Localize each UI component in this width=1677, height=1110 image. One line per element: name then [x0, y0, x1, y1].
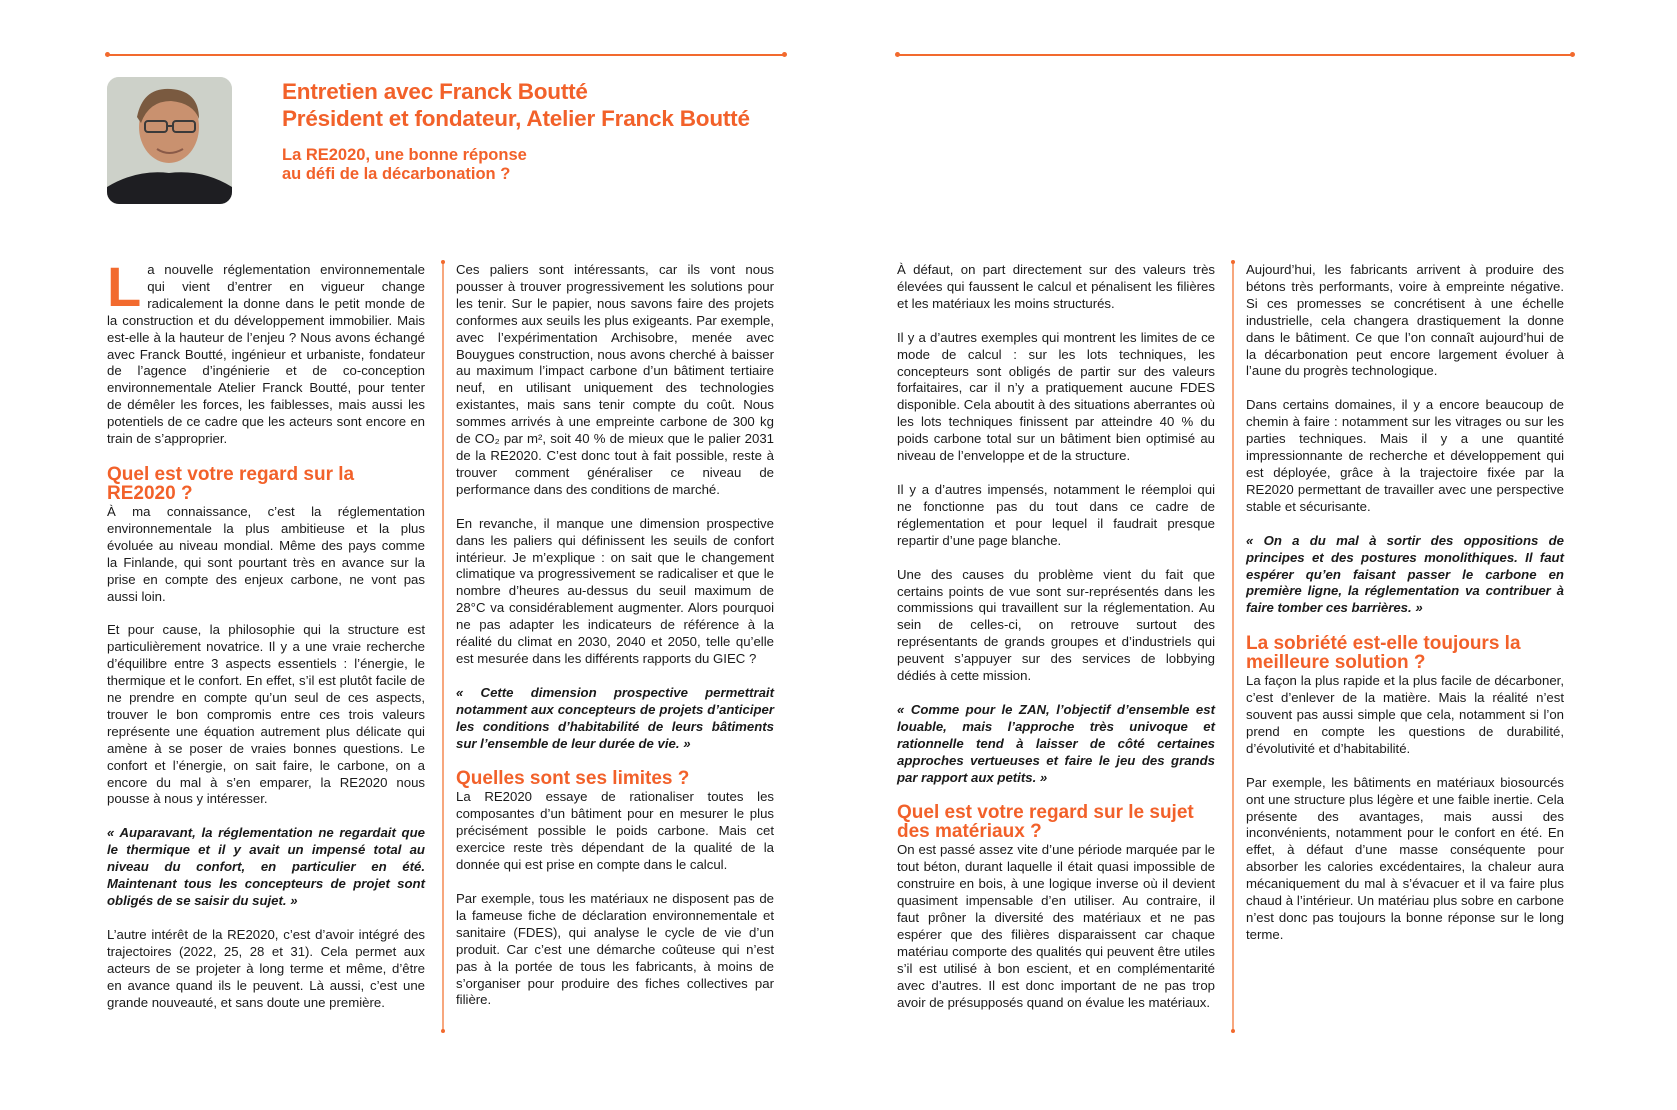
title-line-1: Entretien avec Franck Boutté — [282, 79, 588, 104]
question-heading-limites: Quelles sont ses limites ? — [456, 768, 690, 790]
question-heading-sobriete: La sobriété est-elle toujours la meilleure solution ? — [1246, 633, 1521, 674]
answer-paragraph: Aujourd’hui, les fabricants arrivent à produire des bétons très performants, voire à empreinte négative. Si ces promesses se concrétisent à une échelle industrielle, cela changera drastiquement la donne dans le bâtiment. Ce que l’on connaît aujourd’hui de la décarbonation peut encore largement évoluer à l’aune du progrès technologique. — [1246, 262, 1564, 379]
answer-paragraph: Ces paliers sont intéressants, car ils vont nous pousser à trouver progressivement les solutions pour les tenir. Sur le papier, nous savons faire des projets conformes aux seuils les plus exigeants. Par exemple, avec l’expérimentation Archisobre, menée avec Bouygues construction, nous avons cherché à baisser au maximum l’impact carbone d’un bâtiment tertiaire neuf, en utilisant uniquement des technologies existantes, mais sans tenir compte du coût. Nous sommes arrivés à une empreinte carbone de 300 kg de CO₂ par m², soit 40 % de mieux que le palier 2031 de la RE2020. C’est donc tout à fait possible, reste à trouver comment généraliser ce niveau de performance dans des conditions de marché. — [456, 262, 774, 497]
answer-paragraph: Il y a d’autres impensés, notamment le réemploi qui ne fonctionne pas du tout dans ce cadre de réglementation et pour lequel il faudrait presque repartir d’une page blanche. — [897, 481, 1215, 548]
answer-paragraph: Il y a d’autres exemples qui montrent les limites de ce mode de calcul : sur les lots techniques, les concepteurs sont obligés de partir sur des valeurs forfaitaires, car il n’y a pratiquement aucune FDES disponible. Cela aboutit à des situations aberrantes où les lots techniques finissent par atteindre 40 % du poids carbone total sur un bâtiment bien optimisé au niveau de l’enveloppe et de la structure. — [897, 329, 1215, 464]
top-rule-left — [107, 54, 785, 56]
interview-subtitle — [282, 146, 527, 184]
intro-paragraph: La nouvelle réglementation environnementale qui vient d’entrer en vigueur change radicalement la donne dans le petit monde de la construction et du développement immobilier. Mais est-elle à la hauteur de l’enjeu ? Nous avons échangé avec Franck Boutté, ingénieur et urbaniste, fondateur de l’agence d’ingénierie et de co-conception environnementale Atelier Franck Boutté, pour tenter de démêler les forces, les faiblesses, mais aussi les potentiels de ce cadre que les acteurs sont encore en train de s’approprier. — [107, 255, 425, 447]
subtitle-line-2: au défi de la décarbonation ? — [282, 165, 511, 183]
top-rule-right — [897, 54, 1573, 56]
question-heading-materiaux: Quel est votre regard sur le sujet des matériaux ? — [897, 802, 1194, 843]
person-portrait-icon — [107, 77, 232, 204]
article-column-1 — [107, 255, 425, 1028]
drop-cap: L — [107, 255, 142, 318]
answer-paragraph: En revanche, il manque une dimension prospective dans les paliers qui définissent les seuils de confort intérieur. Je m’explique : on sait que le changement climatique va progressivement se radicaliser et que le nombre d’heures au-dessus du seuil maximum de 28°C va considérablement augmenter. Alors pourquoi ne pas adapter les indicateurs de référence à la réalité du climat en 2030, 2040 et 2050, telle qu’elle est mesurée dans les différents rapports du GIEC ? — [456, 515, 774, 666]
answer-paragraph: Par exemple, tous les matériaux ne disposent pas de la fameuse fiche de déclaration environnementale et sanitaire (FDES), qui analyse le cycle de vie d’un produit. Car c’est une démarche coûteuse qui n’est pas à la portée de tous les fabricants, à moins de s’organiser pour produire des fiches collectives par filière. — [456, 891, 774, 1008]
interview-title — [282, 78, 750, 132]
question-heading-re2020: Quel est votre regard sur la RE2020 ? — [107, 463, 355, 504]
portrait-photo — [107, 77, 232, 204]
article-column-3 — [897, 262, 1215, 1029]
title-line-2: Président et fondateur, Atelier Franck Boutté — [282, 106, 750, 131]
answer-paragraph: La RE2020 essaye de rationaliser toutes les composantes d’un bâtiment pour en mesurer le plus précisément possible le poids carbone. Mais cet exercice reste très dépendant de la qualité de la donnée qui est prise en compte dans le calcul. — [456, 789, 774, 873]
pull-quote: « Comme pour le ZAN, l’objectif d’ensemble est louable, mais l’approche très univoque et rationnelle tend à laisser de côté certaines approches vertueuses et faire le jeu des grands par rapport aux petits. » — [897, 701, 1215, 785]
answer-paragraph: Par exemple, les bâtiments en matériaux biosourcés ont une structure plus légère et une faible inertie. Cela présente des avantages, mais aussi des inconvénients, notamment pour le confort en été. En effet, à défaut d’une masse conséquente pour absorber les calories excédentaires, la chaleur aura mécaniquement du mal à s’évacuer et il va faire plus chaud à l’intérieur. Un matériau plus sobre en carbone n’est donc pas toujours la bonne réponse sur le long terme. — [1246, 774, 1564, 942]
pull-quote: « Cette dimension prospective permettrait notamment aux concepteurs de projets d’anticiper les conditions d’habitabilité de leurs bâtiments sur l’ensemble de leur durée de vie. » — [456, 684, 774, 751]
subtitle-line-1: La RE2020, une bonne réponse — [282, 146, 527, 164]
answer-paragraph: Dans certains domaines, il y a encore beaucoup de chemin à faire : notamment sur les vitrages ou sur les parties techniques. Mais il y a une quantité impressionnante de recherche et développement qui est déployée, grâce à la trajectoire fixée par la RE2020 permettant de travailler avec une perspective stable et sécurisante. — [1246, 397, 1564, 514]
column-divider-2 — [1232, 262, 1234, 1031]
answer-paragraph: Et pour cause, la philosophie qui la structure est particulièrement novatrice. Il y a une vraie recherche d’équilibre entre 3 aspects essentiels : l’énergie, le thermique et le confort. En effet, s’il est plutôt facile de ne prendre en compte qu’un seul de ces aspects, trouver le bon compromis entre ces trois valeurs représente une équation autrement plus délicate qui amène à se poser de vraies bonnes questions. Le confort et l’énergie, on sait faire, le carbone, on a encore du mal à s’en emparer, la RE2020 nous pousse à nous y intéresser. — [107, 622, 425, 807]
column-divider-1 — [442, 262, 444, 1031]
answer-paragraph: La façon la plus rapide et la plus facile de décarboner, c’est d’enlever de la matière. Mais la réalité n’est souvent pas aussi simple que cela, notamment si l’on prend en compte les questions de durabilité, d’évolutivité et d’habitabilité. — [1246, 673, 1564, 756]
pull-quote: « Auparavant, la réglementation ne regardait que le thermique et il y avait un impensé total au niveau du confort, en particulier en été. Maintenant tous les concepteurs de projet sont obligés de se saisir du sujet. » — [107, 825, 425, 908]
answer-paragraph: On est passé assez vite d’une période marquée par le tout béton, durant laquelle il était quasi impossible de construire en bois, à une logique inverse où il devient quasiment impensable d’en utiliser. Au contraire, il faut prôner la diversité des matériaux et ne pas espérer que des filières disparaissent car chaque matériau comporte des qualités qui peuvent être utiles s’il est utilisé à bon escient, et en complémentarité avec d’autres. Il est donc important de ne pas trop avoir de présupposés quand on évalue les matériaux. — [897, 842, 1215, 1010]
pull-quote: « On a du mal à sortir des oppositions de principes et des postures monolithiques. Il faut espérer qu’en faisant passer le carbone en première ligne, la réglementation va contribuer à faire tomber ces barrières. » — [1246, 532, 1564, 616]
answer-paragraph: À défaut, on part directement sur des valeurs très élevées qui faussent le calcul et pénalisent les filières et les matériaux les moins structurés. — [897, 262, 1215, 311]
answer-paragraph: Une des causes du problème vient du fait que certains points de vue sont sur-représentés dans les commissions qui travaillent sur la réglementation. Au sein de celles-ci, on retrouve surtout des représentants de grands groupes et d’industriels qui peuvent s’appuyer sur des services de lobbying dédiés à cette mission. — [897, 566, 1215, 684]
answer-paragraph: L’autre intérêt de la RE2020, c’est d’avoir intégré des trajectoires (2022, 25, 28 et 31). Cela permet aux acteurs de se projeter à long terme et même, d’être en avance quand ils le peuvent. Là aussi, c’est une grande nouveauté, et sans doute une première. — [107, 926, 425, 1010]
article-column-4 — [1246, 262, 1564, 961]
article-column-2 — [456, 262, 774, 1026]
answer-paragraph: À ma connaissance, c’est la réglementation environnementale la plus ambitieuse et la plus évoluée au niveau mondial. Même des pays comme la Finlande, qui sont pourtant très en avance sur la prise en compte des enjeux carbone, ne vont pas aussi loin. — [107, 503, 425, 604]
